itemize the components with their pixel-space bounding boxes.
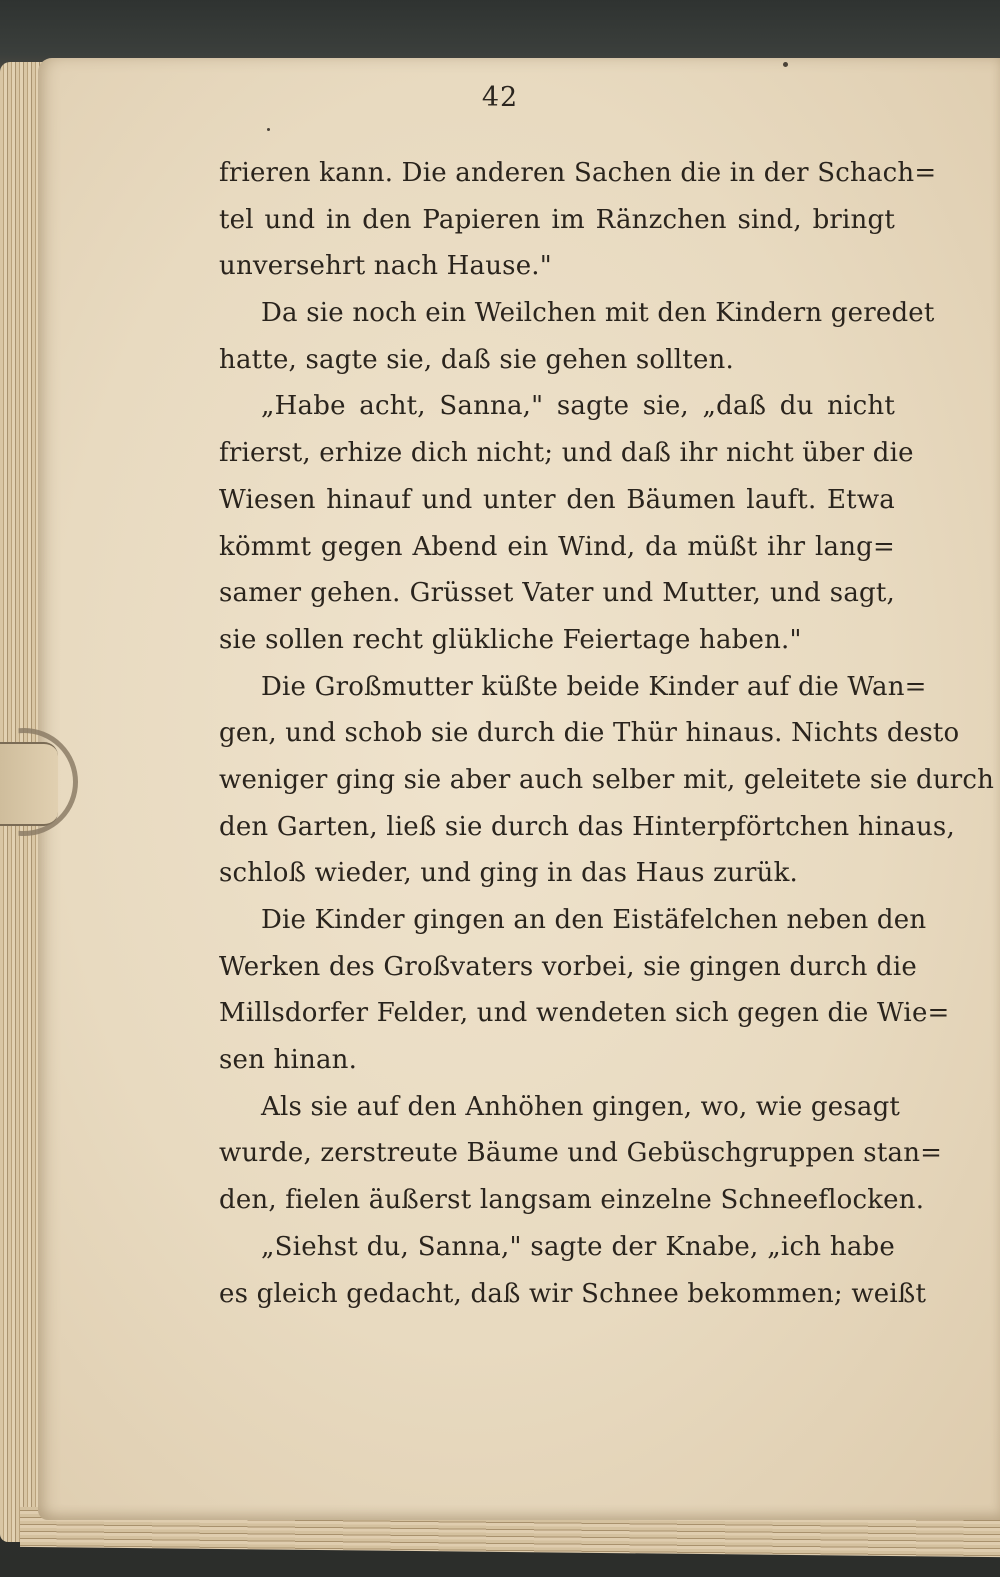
text-line: wurde, zerstreute Bäume und Gebüschgruppen stan= bbox=[219, 1138, 943, 1169]
body-text bbox=[219, 150, 995, 1317]
text-line: „Habe acht, Sanna," sagte sie, „daß du nicht bbox=[261, 391, 895, 422]
page-number: 42 bbox=[481, 82, 519, 113]
text-line: Werken des Großvaters vorbei, sie gingen durch die bbox=[219, 951, 917, 982]
text-line: schloß wieder, und ging in das Haus zurük. bbox=[219, 858, 798, 889]
text-line: Die Großmutter küßte beide Kinder auf die Wan= bbox=[261, 671, 927, 702]
text-line: unversehrt nach Hause." bbox=[219, 251, 552, 282]
text-line: hatte, sagte sie, daß sie gehen sollten. bbox=[219, 344, 734, 375]
text-line: tel und in den Papieren im Ränzchen sind, bringt bbox=[219, 204, 895, 235]
text-line: Da sie noch ein Weilchen mit den Kindern geredet bbox=[261, 298, 935, 329]
text-line: weniger ging sie aber auch selber mit, geleitete sie durch bbox=[219, 764, 995, 795]
text-line: Wiesen hinauf und unter den Bäumen lauft. Etwa bbox=[219, 484, 895, 515]
text-line: Als sie auf den Anhöhen gingen, wo, wie gesagt bbox=[261, 1091, 901, 1122]
text-line: den Garten, ließ sie durch das Hinterpförtchen hinaus, bbox=[219, 811, 955, 842]
ink-speck bbox=[783, 62, 788, 67]
text-line: sie sollen recht glükliche Feiertage haben." bbox=[219, 624, 802, 655]
ink-speck bbox=[267, 128, 270, 131]
text-line: gen, und schob sie durch die Thür hinaus. Nichts desto bbox=[219, 718, 960, 749]
text-line: frieren kann. Die anderen Sachen die in der Schach= bbox=[219, 158, 937, 188]
text-line: Die Kinder gingen an den Eistäfelchen neben den bbox=[261, 905, 927, 935]
text-line: den, fielen äußerst langsam einzelne Schneeflocken. bbox=[219, 1185, 925, 1216]
text-line: Millsdorfer Felder, und wendeten sich gegen die Wie= bbox=[219, 998, 950, 1029]
text-line: „Siehst du, Sanna," sagte der Knabe, „ich habe bbox=[261, 1231, 895, 1262]
text-line: kömmt gegen Abend ein Wind, da müßt ihr lang= bbox=[219, 531, 895, 562]
text-line: es gleich gedacht, daß wir Schnee bekommen; weißt bbox=[219, 1278, 927, 1309]
text-line: samer gehen. Grüsset Vater und Mutter, und sagt, bbox=[219, 578, 895, 609]
text-line: frierst, erhize dich nicht; und daß ihr nicht über die bbox=[219, 438, 914, 469]
text-line: sen hinan. bbox=[219, 1045, 358, 1076]
